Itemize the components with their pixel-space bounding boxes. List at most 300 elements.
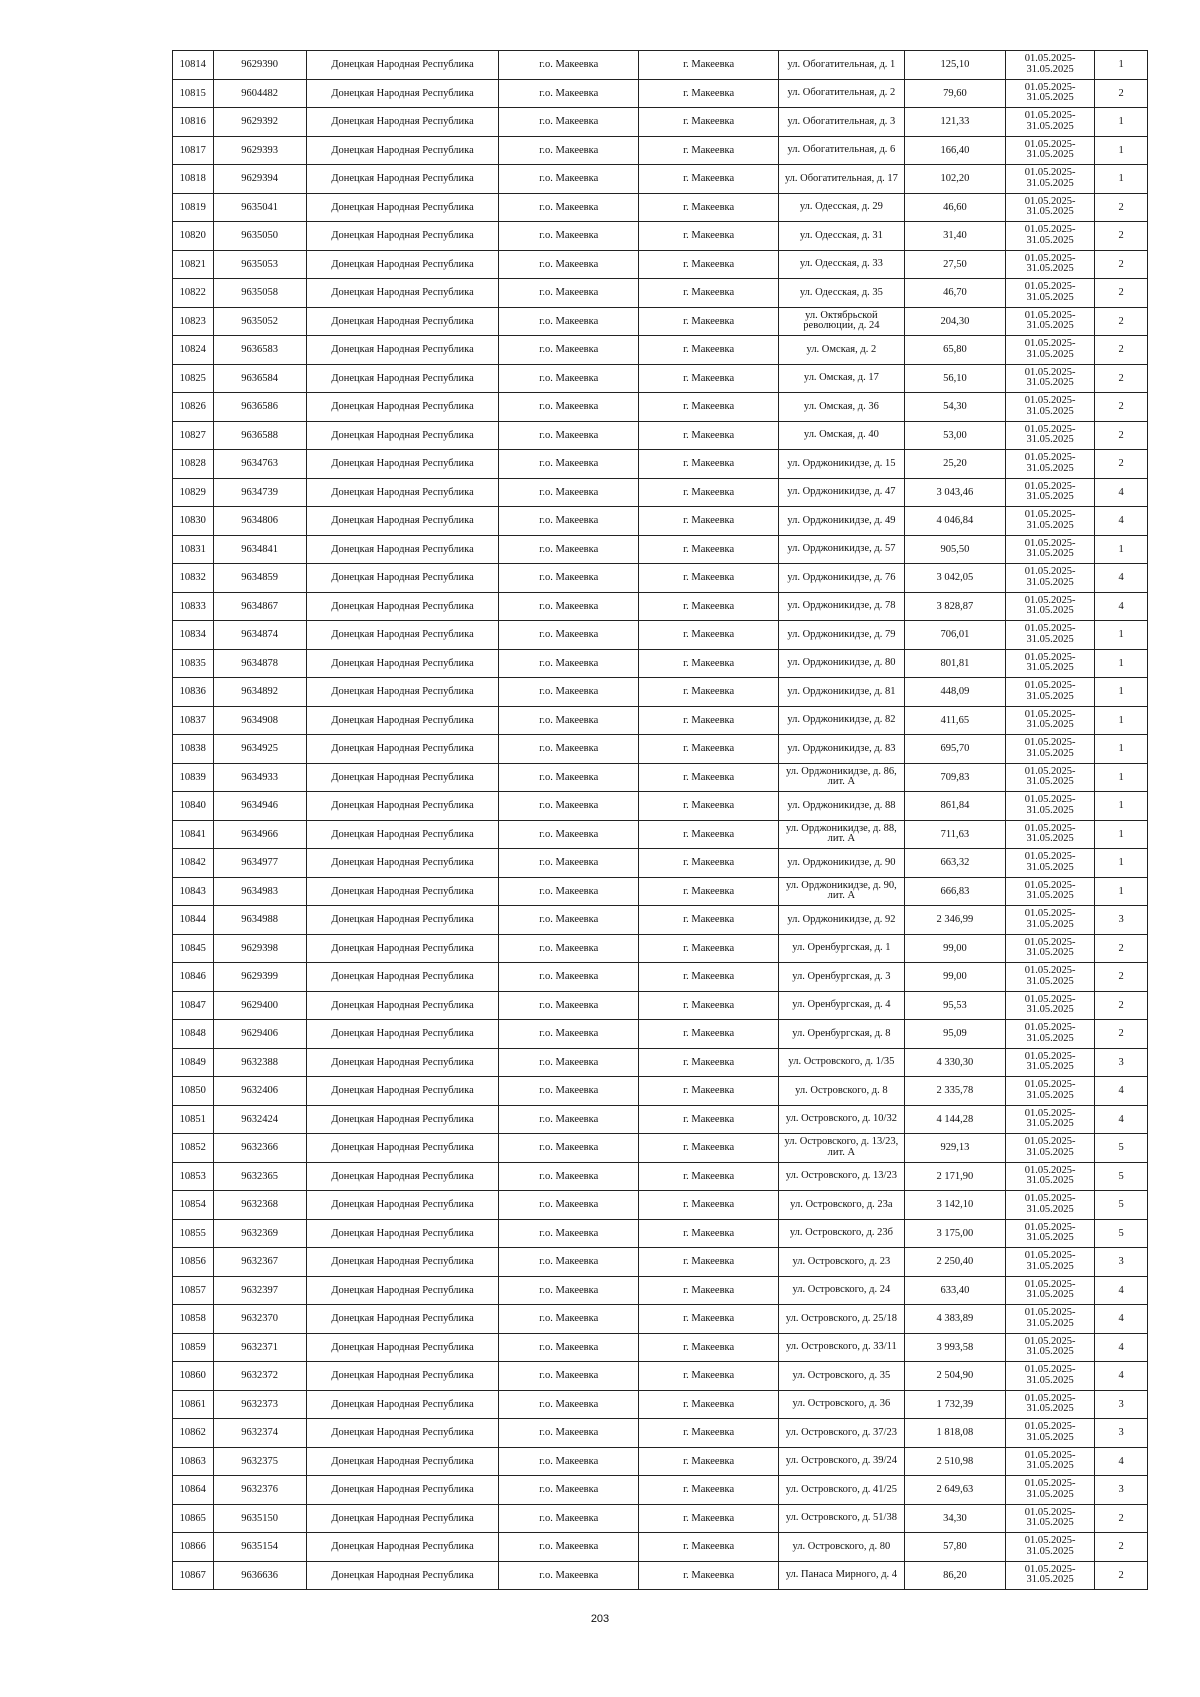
object-id-cell: 9632365 [213, 1162, 306, 1191]
address-cell: ул. Обогатительная, д. 2 [779, 79, 905, 108]
period-cell: 01.05.2025-31.05.2025 [1006, 1048, 1095, 1077]
address-cell: ул. Островского, д. 13/23, лит. А [779, 1134, 905, 1163]
district-cell: г.о. Макеевка [499, 1219, 639, 1248]
table-row [173, 678, 1148, 707]
table-row [173, 1390, 1148, 1419]
object-id-cell: 9634988 [213, 906, 306, 935]
area-cell: 1 818,08 [904, 1419, 1005, 1448]
area-cell: 99,00 [904, 934, 1005, 963]
table-row [173, 991, 1148, 1020]
row-number-cell: 10861 [173, 1390, 214, 1419]
period-cell: 01.05.2025-31.05.2025 [1006, 1390, 1095, 1419]
district-cell: г.о. Макеевка [499, 535, 639, 564]
city-cell: г. Макеевка [639, 1390, 779, 1419]
table-row [173, 193, 1148, 222]
row-number-cell: 10843 [173, 877, 214, 906]
address-cell: ул. Обогатительная, д. 1 [779, 51, 905, 80]
object-id-cell: 9632388 [213, 1048, 306, 1077]
city-cell: г. Макеевка [639, 1333, 779, 1362]
city-cell: г. Макеевка [639, 1476, 779, 1505]
city-cell: г. Макеевка [639, 649, 779, 678]
object-id-cell: 9636636 [213, 1561, 306, 1590]
object-id-cell: 9634739 [213, 478, 306, 507]
table-row [173, 1191, 1148, 1220]
period-cell: 01.05.2025-31.05.2025 [1006, 136, 1095, 165]
address-cell: ул. Островского, д. 8 [779, 1077, 905, 1106]
city-cell: г. Макеевка [639, 279, 779, 308]
row-number-cell: 10831 [173, 535, 214, 564]
period-cell: 01.05.2025-31.05.2025 [1006, 1219, 1095, 1248]
address-cell: ул. Орджоникидзе, д. 82 [779, 706, 905, 735]
address-cell: ул. Октябрьской революции, д. 24 [779, 307, 905, 336]
city-cell: г. Макеевка [639, 735, 779, 764]
object-id-cell: 9634908 [213, 706, 306, 735]
city-cell: г. Макеевка [639, 535, 779, 564]
address-cell: ул. Одесская, д. 35 [779, 279, 905, 308]
count-cell: 2 [1095, 991, 1148, 1020]
city-cell: г. Макеевка [639, 165, 779, 194]
table-row [173, 79, 1148, 108]
table-row [173, 963, 1148, 992]
republic-cell: Донецкая Народная Республика [306, 1134, 499, 1163]
area-cell: 27,50 [904, 250, 1005, 279]
period-cell: 01.05.2025-31.05.2025 [1006, 621, 1095, 650]
republic-cell: Донецкая Народная Республика [306, 1276, 499, 1305]
object-id-cell: 9634878 [213, 649, 306, 678]
district-cell: г.о. Макеевка [499, 193, 639, 222]
republic-cell: Донецкая Народная Республика [306, 193, 499, 222]
period-cell: 01.05.2025-31.05.2025 [1006, 792, 1095, 821]
row-number-cell: 10830 [173, 507, 214, 536]
count-cell: 5 [1095, 1134, 1148, 1163]
area-cell: 2 510,98 [904, 1447, 1005, 1476]
object-id-cell: 9632372 [213, 1362, 306, 1391]
address-cell: ул. Одесская, д. 29 [779, 193, 905, 222]
housing-registry-table [172, 50, 1148, 1590]
republic-cell: Донецкая Народная Республика [306, 735, 499, 764]
row-number-cell: 10840 [173, 792, 214, 821]
object-id-cell: 9629398 [213, 934, 306, 963]
district-cell: г.о. Макеевка [499, 222, 639, 251]
count-cell: 1 [1095, 735, 1148, 764]
city-cell: г. Макеевка [639, 1419, 779, 1448]
period-cell: 01.05.2025-31.05.2025 [1006, 279, 1095, 308]
republic-cell: Донецкая Народная Республика [306, 706, 499, 735]
district-cell: г.о. Макеевка [499, 564, 639, 593]
table-row [173, 450, 1148, 479]
period-cell: 01.05.2025-31.05.2025 [1006, 1248, 1095, 1277]
republic-cell: Донецкая Народная Республика [306, 421, 499, 450]
address-cell: ул. Островского, д. 39/24 [779, 1447, 905, 1476]
object-id-cell: 9635150 [213, 1504, 306, 1533]
object-id-cell: 9632376 [213, 1476, 306, 1505]
area-cell: 95,09 [904, 1020, 1005, 1049]
city-cell: г. Макеевка [639, 678, 779, 707]
row-number-cell: 10842 [173, 849, 214, 878]
count-cell: 1 [1095, 849, 1148, 878]
city-cell: г. Макеевка [639, 222, 779, 251]
republic-cell: Донецкая Народная Республика [306, 507, 499, 536]
object-id-cell: 9632424 [213, 1105, 306, 1134]
republic-cell: Донецкая Народная Республика [306, 336, 499, 365]
area-cell: 57,80 [904, 1533, 1005, 1562]
area-cell: 633,40 [904, 1276, 1005, 1305]
table-row [173, 564, 1148, 593]
address-cell: ул. Орджоникидзе, д. 57 [779, 535, 905, 564]
city-cell: г. Макеевка [639, 1504, 779, 1533]
period-cell: 01.05.2025-31.05.2025 [1006, 193, 1095, 222]
address-cell: ул. Островского, д. 23 [779, 1248, 905, 1277]
count-cell: 2 [1095, 393, 1148, 422]
area-cell: 1 732,39 [904, 1390, 1005, 1419]
address-cell: ул. Островского, д. 33/11 [779, 1333, 905, 1362]
object-id-cell: 9635052 [213, 307, 306, 336]
district-cell: г.о. Макеевка [499, 1476, 639, 1505]
table-row [173, 1276, 1148, 1305]
area-cell: 46,60 [904, 193, 1005, 222]
count-cell: 4 [1095, 564, 1148, 593]
republic-cell: Донецкая Народная Республика [306, 1419, 499, 1448]
object-id-cell: 9632397 [213, 1276, 306, 1305]
city-cell: г. Макеевка [639, 136, 779, 165]
address-cell: ул. Оренбургская, д. 8 [779, 1020, 905, 1049]
count-cell: 4 [1095, 1447, 1148, 1476]
period-cell: 01.05.2025-31.05.2025 [1006, 1305, 1095, 1334]
district-cell: г.о. Макеевка [499, 706, 639, 735]
area-cell: 663,32 [904, 849, 1005, 878]
period-cell: 01.05.2025-31.05.2025 [1006, 393, 1095, 422]
period-cell: 01.05.2025-31.05.2025 [1006, 1077, 1095, 1106]
address-cell: ул. Орджоникидзе, д. 79 [779, 621, 905, 650]
address-cell: ул. Островского, д. 23а [779, 1191, 905, 1220]
district-cell: г.о. Макеевка [499, 1162, 639, 1191]
period-cell: 01.05.2025-31.05.2025 [1006, 250, 1095, 279]
object-id-cell: 9634933 [213, 763, 306, 792]
count-cell: 2 [1095, 279, 1148, 308]
city-cell: г. Макеевка [639, 1020, 779, 1049]
city-cell: г. Макеевка [639, 450, 779, 479]
city-cell: г. Макеевка [639, 1447, 779, 1476]
republic-cell: Донецкая Народная Республика [306, 963, 499, 992]
republic-cell: Донецкая Народная Республика [306, 991, 499, 1020]
row-number-cell: 10835 [173, 649, 214, 678]
district-cell: г.о. Макеевка [499, 51, 639, 80]
row-number-cell: 10859 [173, 1333, 214, 1362]
district-cell: г.о. Макеевка [499, 1191, 639, 1220]
area-cell: 861,84 [904, 792, 1005, 821]
city-cell: г. Макеевка [639, 507, 779, 536]
count-cell: 2 [1095, 963, 1148, 992]
city-cell: г. Макеевка [639, 1191, 779, 1220]
object-id-cell: 9634874 [213, 621, 306, 650]
row-number-cell: 10819 [173, 193, 214, 222]
row-number-cell: 10820 [173, 222, 214, 251]
object-id-cell: 9632366 [213, 1134, 306, 1163]
city-cell: г. Макеевка [639, 1105, 779, 1134]
republic-cell: Донецкая Народная Республика [306, 450, 499, 479]
row-number-cell: 10852 [173, 1134, 214, 1163]
count-cell: 2 [1095, 1504, 1148, 1533]
city-cell: г. Макеевка [639, 51, 779, 80]
count-cell: 4 [1095, 1305, 1148, 1334]
republic-cell: Донецкая Народная Республика [306, 1105, 499, 1134]
object-id-cell: 9632367 [213, 1248, 306, 1277]
republic-cell: Донецкая Народная Республика [306, 165, 499, 194]
object-id-cell: 9632406 [213, 1077, 306, 1106]
city-cell: г. Макеевка [639, 478, 779, 507]
district-cell: г.о. Макеевка [499, 1447, 639, 1476]
period-cell: 01.05.2025-31.05.2025 [1006, 1333, 1095, 1362]
city-cell: г. Макеевка [639, 79, 779, 108]
address-cell: ул. Островского, д. 13/23 [779, 1162, 905, 1191]
area-cell: 204,30 [904, 307, 1005, 336]
address-cell: ул. Орджоникидзе, д. 47 [779, 478, 905, 507]
district-cell: г.о. Макеевка [499, 649, 639, 678]
city-cell: г. Макеевка [639, 849, 779, 878]
count-cell: 1 [1095, 763, 1148, 792]
table-row [173, 735, 1148, 764]
district-cell: г.о. Макеевка [499, 478, 639, 507]
district-cell: г.о. Макеевка [499, 1533, 639, 1562]
district-cell: г.о. Макеевка [499, 1077, 639, 1106]
table-row [173, 222, 1148, 251]
row-number-cell: 10821 [173, 250, 214, 279]
address-cell: ул. Оренбургская, д. 1 [779, 934, 905, 963]
table-row [173, 1362, 1148, 1391]
address-cell: ул. Обогатительная, д. 6 [779, 136, 905, 165]
period-cell: 01.05.2025-31.05.2025 [1006, 820, 1095, 849]
object-id-cell: 9629399 [213, 963, 306, 992]
area-cell: 3 142,10 [904, 1191, 1005, 1220]
district-cell: г.о. Макеевка [499, 1020, 639, 1049]
object-id-cell: 9636588 [213, 421, 306, 450]
row-number-cell: 10849 [173, 1048, 214, 1077]
object-id-cell: 9634841 [213, 535, 306, 564]
city-cell: г. Макеевка [639, 564, 779, 593]
address-cell: ул. Орджоникидзе, д. 86, лит. А [779, 763, 905, 792]
table-row [173, 393, 1148, 422]
address-cell: ул. Орджоникидзе, д. 90, лит. А [779, 877, 905, 906]
object-id-cell: 9604482 [213, 79, 306, 108]
period-cell: 01.05.2025-31.05.2025 [1006, 165, 1095, 194]
object-id-cell: 9632369 [213, 1219, 306, 1248]
area-cell: 86,20 [904, 1561, 1005, 1590]
city-cell: г. Макеевка [639, 706, 779, 735]
area-cell: 95,53 [904, 991, 1005, 1020]
city-cell: г. Макеевка [639, 592, 779, 621]
count-cell: 2 [1095, 934, 1148, 963]
area-cell: 79,60 [904, 79, 1005, 108]
district-cell: г.о. Макеевка [499, 877, 639, 906]
row-number-cell: 10822 [173, 279, 214, 308]
table-row [173, 51, 1148, 80]
row-number-cell: 10845 [173, 934, 214, 963]
row-number-cell: 10855 [173, 1219, 214, 1248]
address-cell: ул. Островского, д. 35 [779, 1362, 905, 1391]
republic-cell: Донецкая Народная Республика [306, 934, 499, 963]
area-cell: 448,09 [904, 678, 1005, 707]
table-row [173, 649, 1148, 678]
period-cell: 01.05.2025-31.05.2025 [1006, 1533, 1095, 1562]
object-id-cell: 9634925 [213, 735, 306, 764]
area-cell: 666,83 [904, 877, 1005, 906]
count-cell: 2 [1095, 79, 1148, 108]
row-number-cell: 10847 [173, 991, 214, 1020]
area-cell: 905,50 [904, 535, 1005, 564]
count-cell: 3 [1095, 1476, 1148, 1505]
district-cell: г.о. Макеевка [499, 906, 639, 935]
district-cell: г.о. Макеевка [499, 1248, 639, 1277]
table-row [173, 364, 1148, 393]
district-cell: г.о. Макеевка [499, 1276, 639, 1305]
period-cell: 01.05.2025-31.05.2025 [1006, 1447, 1095, 1476]
row-number-cell: 10832 [173, 564, 214, 593]
republic-cell: Донецкая Народная Республика [306, 222, 499, 251]
table-row [173, 1219, 1148, 1248]
table-row [173, 592, 1148, 621]
row-number-cell: 10818 [173, 165, 214, 194]
object-id-cell: 9634763 [213, 450, 306, 479]
address-cell: ул. Орджоникидзе, д. 49 [779, 507, 905, 536]
count-cell: 1 [1095, 51, 1148, 80]
address-cell: ул. Орджоникидзе, д. 90 [779, 849, 905, 878]
area-cell: 2 250,40 [904, 1248, 1005, 1277]
republic-cell: Донецкая Народная Республика [306, 763, 499, 792]
republic-cell: Донецкая Народная Республика [306, 1561, 499, 1590]
address-cell: ул. Омская, д. 36 [779, 393, 905, 422]
object-id-cell: 9629406 [213, 1020, 306, 1049]
address-cell: ул. Обогатительная, д. 3 [779, 108, 905, 137]
period-cell: 01.05.2025-31.05.2025 [1006, 79, 1095, 108]
republic-cell: Донецкая Народная Республика [306, 1390, 499, 1419]
object-id-cell: 9632368 [213, 1191, 306, 1220]
row-number-cell: 10816 [173, 108, 214, 137]
object-id-cell: 9629394 [213, 165, 306, 194]
count-cell: 2 [1095, 336, 1148, 365]
period-cell: 01.05.2025-31.05.2025 [1006, 1191, 1095, 1220]
row-number-cell: 10857 [173, 1276, 214, 1305]
republic-cell: Донецкая Народная Республика [306, 1020, 499, 1049]
address-cell: ул. Орджоникидзе, д. 15 [779, 450, 905, 479]
table-row [173, 1048, 1148, 1077]
object-id-cell: 9636583 [213, 336, 306, 365]
address-cell: ул. Оренбургская, д. 4 [779, 991, 905, 1020]
row-number-cell: 10827 [173, 421, 214, 450]
count-cell: 3 [1095, 1390, 1148, 1419]
table-row [173, 1162, 1148, 1191]
table-row [173, 421, 1148, 450]
area-cell: 3 042,05 [904, 564, 1005, 593]
table-row [173, 792, 1148, 821]
district-cell: г.о. Макеевка [499, 1362, 639, 1391]
row-number-cell: 10836 [173, 678, 214, 707]
area-cell: 102,20 [904, 165, 1005, 194]
area-cell: 411,65 [904, 706, 1005, 735]
address-cell: ул. Орджоникидзе, д. 76 [779, 564, 905, 593]
district-cell: г.о. Макеевка [499, 1305, 639, 1334]
period-cell: 01.05.2025-31.05.2025 [1006, 849, 1095, 878]
district-cell: г.о. Макеевка [499, 792, 639, 821]
district-cell: г.о. Макеевка [499, 1134, 639, 1163]
district-cell: г.о. Макеевка [499, 934, 639, 963]
table-row [173, 165, 1148, 194]
row-number-cell: 10825 [173, 364, 214, 393]
object-id-cell: 9632374 [213, 1419, 306, 1448]
table-row [173, 1504, 1148, 1533]
address-cell: ул. Омская, д. 2 [779, 336, 905, 365]
area-cell: 695,70 [904, 735, 1005, 764]
object-id-cell: 9632373 [213, 1390, 306, 1419]
area-cell: 2 171,90 [904, 1162, 1005, 1191]
table-row [173, 1533, 1148, 1562]
republic-cell: Донецкая Народная Республика [306, 51, 499, 80]
address-cell: ул. Обогатительная, д. 17 [779, 165, 905, 194]
count-cell: 1 [1095, 792, 1148, 821]
period-cell: 01.05.2025-31.05.2025 [1006, 108, 1095, 137]
period-cell: 01.05.2025-31.05.2025 [1006, 934, 1095, 963]
area-cell: 65,80 [904, 336, 1005, 365]
republic-cell: Донецкая Народная Республика [306, 1533, 499, 1562]
district-cell: г.о. Макеевка [499, 1504, 639, 1533]
period-cell: 01.05.2025-31.05.2025 [1006, 1134, 1095, 1163]
table-row [173, 1476, 1148, 1505]
city-cell: г. Макеевка [639, 1219, 779, 1248]
period-cell: 01.05.2025-31.05.2025 [1006, 421, 1095, 450]
period-cell: 01.05.2025-31.05.2025 [1006, 478, 1095, 507]
area-cell: 3 043,46 [904, 478, 1005, 507]
table-row [173, 906, 1148, 935]
republic-cell: Донецкая Народная Республика [306, 478, 499, 507]
area-cell: 2 335,78 [904, 1077, 1005, 1106]
object-id-cell: 9634977 [213, 849, 306, 878]
area-cell: 4 046,84 [904, 507, 1005, 536]
republic-cell: Донецкая Народная Республика [306, 250, 499, 279]
row-number-cell: 10863 [173, 1447, 214, 1476]
address-cell: ул. Орджоникидзе, д. 92 [779, 906, 905, 935]
count-cell: 5 [1095, 1162, 1148, 1191]
row-number-cell: 10838 [173, 735, 214, 764]
city-cell: г. Макеевка [639, 193, 779, 222]
address-cell: ул. Островского, д. 1/35 [779, 1048, 905, 1077]
city-cell: г. Макеевка [639, 364, 779, 393]
area-cell: 99,00 [904, 963, 1005, 992]
row-number-cell: 10848 [173, 1020, 214, 1049]
period-cell: 01.05.2025-31.05.2025 [1006, 1162, 1095, 1191]
table-row [173, 478, 1148, 507]
row-number-cell: 10837 [173, 706, 214, 735]
count-cell: 2 [1095, 1533, 1148, 1562]
object-id-cell: 9634867 [213, 592, 306, 621]
row-number-cell: 10829 [173, 478, 214, 507]
area-cell: 4 383,89 [904, 1305, 1005, 1334]
period-cell: 01.05.2025-31.05.2025 [1006, 678, 1095, 707]
area-cell: 3 993,58 [904, 1333, 1005, 1362]
count-cell: 4 [1095, 1105, 1148, 1134]
area-cell: 53,00 [904, 421, 1005, 450]
district-cell: г.о. Макеевка [499, 621, 639, 650]
table-row [173, 849, 1148, 878]
count-cell: 4 [1095, 592, 1148, 621]
period-cell: 01.05.2025-31.05.2025 [1006, 222, 1095, 251]
district-cell: г.о. Макеевка [499, 136, 639, 165]
republic-cell: Донецкая Народная Республика [306, 1048, 499, 1077]
count-cell: 4 [1095, 1276, 1148, 1305]
republic-cell: Донецкая Народная Республика [306, 1248, 499, 1277]
row-number-cell: 10834 [173, 621, 214, 650]
republic-cell: Донецкая Народная Республика [306, 1476, 499, 1505]
row-number-cell: 10850 [173, 1077, 214, 1106]
row-number-cell: 10851 [173, 1105, 214, 1134]
